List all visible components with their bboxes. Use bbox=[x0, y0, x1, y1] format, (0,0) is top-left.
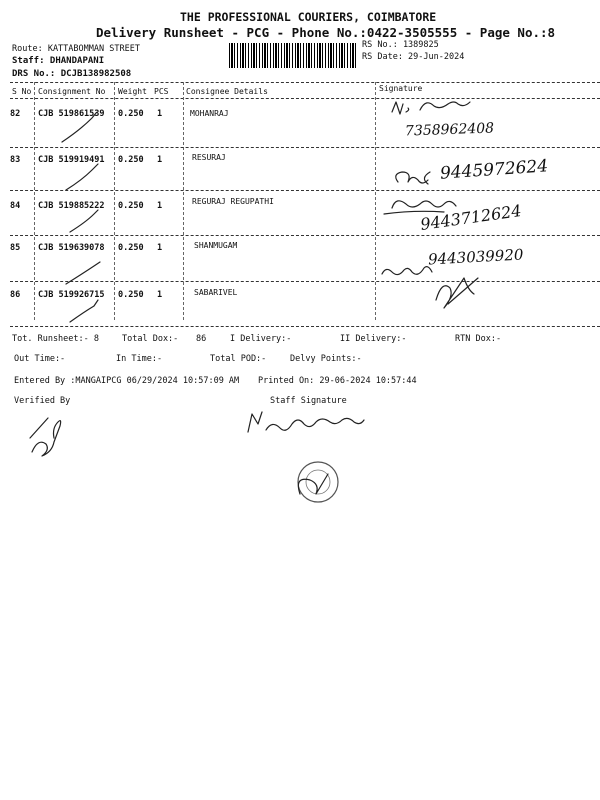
col-sno: S No bbox=[12, 87, 32, 96]
col-consignee: Consignee Details bbox=[186, 87, 268, 96]
row-sno: 84 bbox=[10, 201, 21, 211]
row-sno: 83 bbox=[10, 155, 21, 165]
in-time: In Time:- bbox=[116, 354, 163, 364]
row-pcs: 1 bbox=[157, 243, 163, 253]
row-consignment: CJB 519926715 bbox=[38, 290, 105, 300]
staff-label: Staff: DHANDAPANI bbox=[12, 56, 105, 66]
row-weight: 0.250 bbox=[118, 155, 144, 165]
rtn-dox: RTN Dox:- bbox=[455, 334, 502, 344]
col-weight: Weight bbox=[118, 87, 147, 96]
stamp-circle bbox=[298, 462, 338, 502]
col-consignment: Consignment No bbox=[38, 87, 106, 96]
row-sno: 86 bbox=[10, 290, 21, 300]
drs-label: DRS No.: DCJB138982508 bbox=[12, 69, 132, 79]
row-pcs: 1 bbox=[157, 290, 163, 300]
row-consignee: MOHANRAJ bbox=[190, 109, 229, 118]
i-delivery: I Delivery:- bbox=[230, 334, 292, 344]
handwritten-phone: 7358962408 bbox=[404, 120, 495, 140]
row-consignee: SHANMUGAM bbox=[194, 241, 238, 250]
col-signature: Signature bbox=[379, 84, 423, 93]
tot-runsheet: Tot. Runsheet:- 8 bbox=[12, 334, 99, 344]
route-label: Route: KATTABOMMAN STREET bbox=[12, 44, 140, 54]
row-consignee: SABARIVEL bbox=[194, 288, 238, 297]
total-dox-label: Total Dox:- bbox=[122, 334, 179, 344]
row-consignment: CJB 519639078 bbox=[38, 243, 105, 253]
verified-by-label: Verified By bbox=[14, 396, 71, 406]
staff-signature-label: Staff Signature bbox=[270, 396, 347, 406]
company-name: THE PROFESSIONAL COURIERS, COIMBATORE bbox=[180, 10, 437, 24]
stamp-signature bbox=[298, 474, 328, 494]
row-sno: 82 bbox=[10, 109, 21, 119]
row-consignment: CJB 519885222 bbox=[38, 201, 105, 211]
row-pcs: 1 bbox=[157, 109, 163, 119]
row-weight: 0.250 bbox=[118, 109, 144, 119]
row-consignee: RESURAJ bbox=[192, 153, 226, 162]
staff-signature bbox=[248, 412, 364, 432]
runsheet-title: Delivery Runsheet - PCG - Phone No.:0422-3505555 - Page No.:8 bbox=[96, 25, 556, 40]
row-weight: 0.250 bbox=[118, 201, 144, 211]
out-time: Out Time:- bbox=[14, 354, 66, 364]
total-pod: Total POD:- bbox=[210, 354, 267, 364]
row-pcs: 1 bbox=[157, 201, 163, 211]
row-consignment: CJB 519919491 bbox=[38, 155, 105, 165]
row-sno: 85 bbox=[10, 243, 21, 253]
row-weight: 0.250 bbox=[118, 290, 144, 300]
handwritten-phone: 9445972624 bbox=[439, 156, 549, 184]
verifier-signature bbox=[30, 418, 48, 438]
row-consignee: REGURAJ REGUPATHI bbox=[192, 197, 274, 206]
rs-no-label: RS No.: 1389825 bbox=[362, 40, 439, 50]
row-pcs: 1 bbox=[157, 155, 163, 165]
delvy-points: Delvy Points:- bbox=[290, 354, 362, 364]
printed-on: Printed On: 29-06-2024 10:57:44 bbox=[258, 376, 417, 386]
col-pcs: PCS bbox=[154, 87, 169, 96]
ii-delivery: II Delivery:- bbox=[340, 334, 407, 344]
verifier-signature bbox=[32, 421, 61, 456]
rs-date-label: RS Date: 29-Jun-2024 bbox=[362, 52, 465, 62]
entered-by: Entered By :MANGAIPCG 06/29/2024 10:57:09 AM bbox=[14, 376, 240, 386]
total-dox-value: 86 bbox=[196, 334, 207, 344]
row-weight: 0.250 bbox=[118, 243, 144, 253]
handwritten-phone: 9443039920 bbox=[427, 245, 524, 269]
row-consignment: CJB 519861539 bbox=[38, 109, 105, 119]
handwritten-phone: 9443712624 bbox=[419, 201, 523, 234]
